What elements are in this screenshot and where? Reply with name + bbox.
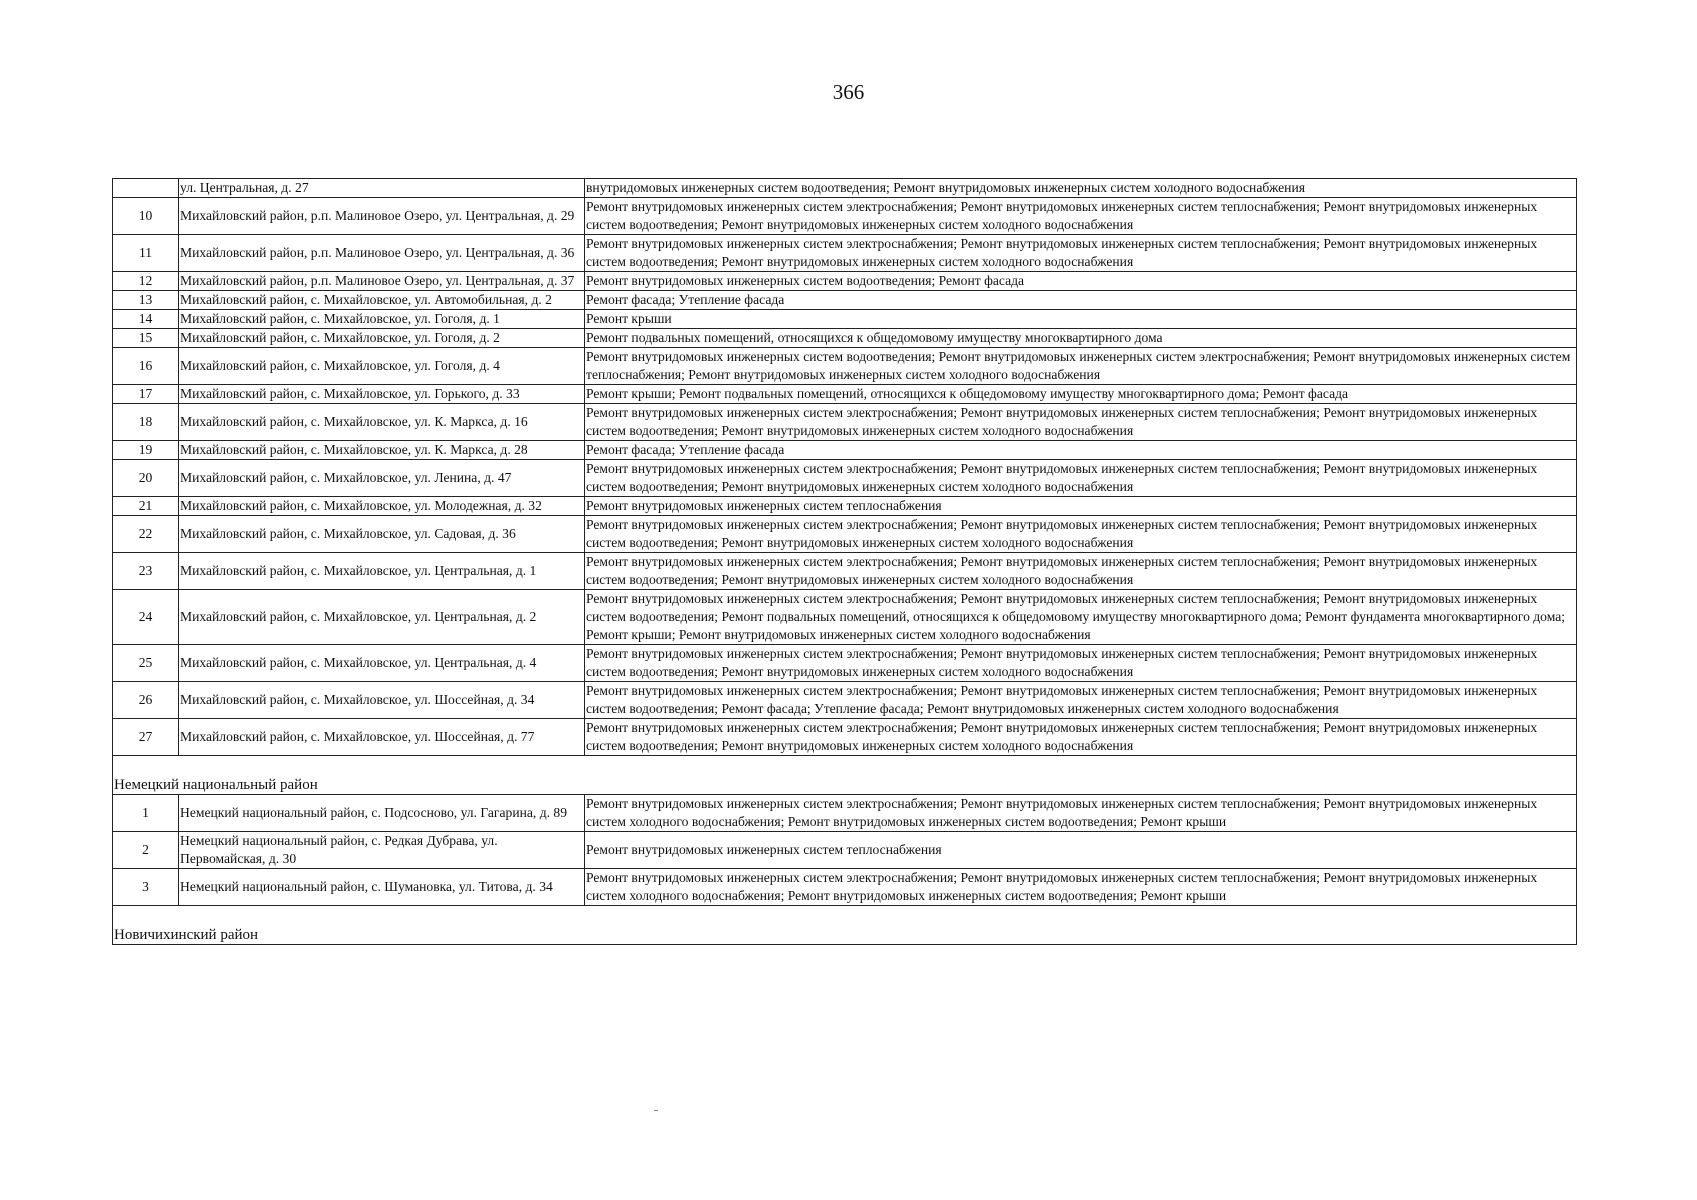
row-number: 13 <box>113 291 179 310</box>
row-number: 18 <box>113 404 179 441</box>
table-row <box>113 645 1577 682</box>
row-number: 10 <box>113 198 179 235</box>
row-number: 27 <box>113 719 179 756</box>
table-row <box>113 832 1577 869</box>
row-address: Михайловский район, с. Михайловское, ул. Автомобильная, д. 2 <box>179 291 585 310</box>
table-row <box>113 553 1577 590</box>
row-number: 2 <box>113 832 179 869</box>
table-body-german <box>113 795 1577 906</box>
table-row <box>113 179 1577 198</box>
row-number: 15 <box>113 329 179 348</box>
table-row <box>113 590 1577 645</box>
section-novichikha <box>113 906 1577 945</box>
table-row <box>113 235 1577 272</box>
table-row <box>113 272 1577 291</box>
row-number: 3 <box>113 869 179 906</box>
row-number: 24 <box>113 590 179 645</box>
row-address: Михайловский район, р.п. Малиновое Озеро, ул. Центральная, д. 29 <box>179 198 585 235</box>
row-address: Михайловский район, с. Михайловское, ул. Шоссейная, д. 77 <box>179 719 585 756</box>
row-address: Михайловский район, с. Михайловское, ул. К. Маркса, д. 16 <box>179 404 585 441</box>
row-address: Михайловский район, с. Михайловское, ул. Центральная, д. 4 <box>179 645 585 682</box>
row-number: 21 <box>113 497 179 516</box>
row-number: 17 <box>113 385 179 404</box>
row-address: Михайловский район, с. Михайловское, ул. Центральная, д. 1 <box>179 553 585 590</box>
row-work-types: Ремонт внутридомовых инженерных систем электроснабжения; Ремонт внутридомовых инженерных систем теплоснабжения; Ремонт внутридомовых инженерных систем водоотведения; Ремонт подвальных помещений, относящихся к общедомовому имуществу многоквартирного дома; Ремонт фундамента многоквартирного дома; Ремонт крыши; Ремонт внутридомовых инженерных систем холодного водоснабжения <box>585 590 1577 645</box>
table-row <box>113 404 1577 441</box>
row-number: 26 <box>113 682 179 719</box>
scan-mark <box>654 1110 658 1111</box>
row-work-types: Ремонт внутридомовых инженерных систем электроснабжения; Ремонт внутридомовых инженерных систем теплоснабжения; Ремонт внутридомовых инженерных систем водоотведения; Ремонт внутридомовых инженерных систем холодного водоснабжения <box>585 516 1577 553</box>
row-work-types: Ремонт внутридомовых инженерных систем электроснабжения; Ремонт внутридомовых инженерных систем теплоснабжения; Ремонт внутридомовых инженерных систем водоотведения; Ремонт внутридомовых инженерных систем холодного водоснабжения <box>585 460 1577 497</box>
row-number: 19 <box>113 441 179 460</box>
table-row <box>113 310 1577 329</box>
section-german <box>113 756 1577 795</box>
table-row <box>113 198 1577 235</box>
row-address: Михайловский район, с. Михайловское, ул. Гоголя, д. 1 <box>179 310 585 329</box>
table-row <box>113 719 1577 756</box>
table-row <box>113 348 1577 385</box>
table-row <box>113 869 1577 906</box>
row-number: 12 <box>113 272 179 291</box>
repair-program-table <box>112 178 1577 945</box>
row-number: 14 <box>113 310 179 329</box>
row-address: Михайловский район, с. Михайловское, ул. Гоголя, д. 4 <box>179 348 585 385</box>
row-number: 22 <box>113 516 179 553</box>
row-address: Немецкий национальный район, с. Подсосново, ул. Гагарина, д. 89 <box>179 795 585 832</box>
row-work-types: Ремонт внутридомовых инженерных систем водоотведения; Ремонт внутридомовых инженерных систем электроснабжения; Ремонт внутридомовых инженерных систем теплоснабжения; Ремонт внутридомовых инженерных систем холодного водоснабжения <box>585 348 1577 385</box>
row-work-types: Ремонт внутридомовых инженерных систем электроснабжения; Ремонт внутридомовых инженерных систем теплоснабжения; Ремонт внутридомовых инженерных систем водоотведения; Ремонт внутридомовых инженерных систем холодного водоснабжения <box>585 719 1577 756</box>
row-number: 16 <box>113 348 179 385</box>
table-row <box>113 516 1577 553</box>
section-heading-novichikha: Новичихинский район <box>113 906 1577 945</box>
row-work-types: Ремонт фасада; Утепление фасада <box>585 291 1577 310</box>
row-work-types: Ремонт внутридомовых инженерных систем водоотведения; Ремонт фасада <box>585 272 1577 291</box>
row-work-types: Ремонт внутридомовых инженерных систем электроснабжения; Ремонт внутридомовых инженерных систем теплоснабжения; Ремонт внутридомовых инженерных систем холодного водоснабжения; Ремонт внутридомовых инженерных систем водоотведения; Ремонт крыши <box>585 869 1577 906</box>
row-address: Немецкий национальный район, с. Шумановка, ул. Титова, д. 34 <box>179 869 585 906</box>
row-work-types: Ремонт внутридомовых инженерных систем электроснабжения; Ремонт внутридомовых инженерных систем теплоснабжения; Ремонт внутридомовых инженерных систем водоотведения; Ремонт фасада; Утепление фасада; Ремонт внутридомовых инженерных систем холодного водоснабжения <box>585 682 1577 719</box>
table-row <box>113 497 1577 516</box>
row-address: Михайловский район, с. Михайловское, ул. Ленина, д. 47 <box>179 460 585 497</box>
row-address: Михайловский район, с. Михайловское, ул. Садовая, д. 36 <box>179 516 585 553</box>
row-work-types: Ремонт внутридомовых инженерных систем электроснабжения; Ремонт внутридомовых инженерных систем теплоснабжения; Ремонт внутридомовых инженерных систем водоотведения; Ремонт внутридомовых инженерных систем холодного водоснабжения <box>585 198 1577 235</box>
row-address: Михайловский район, с. Михайловское, ул. Горького, д. 33 <box>179 385 585 404</box>
row-work-types: Ремонт внутридомовых инженерных систем электроснабжения; Ремонт внутридомовых инженерных систем теплоснабжения; Ремонт внутридомовых инженерных систем водоотведения; Ремонт внутридомовых инженерных систем холодного водоснабжения <box>585 645 1577 682</box>
row-work-types: Ремонт внутридомовых инженерных систем электроснабжения; Ремонт внутридомовых инженерных систем теплоснабжения; Ремонт внутридомовых инженерных систем холодного водоснабжения; Ремонт внутридомовых инженерных систем водоотведения; Ремонт крыши <box>585 795 1577 832</box>
row-address: Михайловский район, р.п. Малиновое Озеро, ул. Центральная, д. 36 <box>179 235 585 272</box>
table-body-mikhaylovsky <box>113 179 1577 756</box>
row-address: ул. Центральная, д. 27 <box>179 179 585 198</box>
row-work-types: Ремонт внутридомовых инженерных систем теплоснабжения <box>585 497 1577 516</box>
row-number <box>113 179 179 198</box>
row-address: Михайловский район, с. Михайловское, ул. Гоголя, д. 2 <box>179 329 585 348</box>
table-row <box>113 795 1577 832</box>
row-work-types: Ремонт внутридомовых инженерных систем теплоснабжения <box>585 832 1577 869</box>
row-address: Немецкий национальный район, с. Редкая Дубрава, ул. Первомайская, д. 30 <box>179 832 585 869</box>
row-work-types: Ремонт внутридомовых инженерных систем электроснабжения; Ремонт внутридомовых инженерных систем теплоснабжения; Ремонт внутридомовых инженерных систем водоотведения; Ремонт внутридомовых инженерных систем холодного водоснабжения <box>585 404 1577 441</box>
row-address: Михайловский район, р.п. Малиновое Озеро, ул. Центральная, д. 37 <box>179 272 585 291</box>
table-row <box>113 441 1577 460</box>
row-address: Михайловский район, с. Михайловское, ул. Шоссейная, д. 34 <box>179 682 585 719</box>
table-row <box>113 385 1577 404</box>
table-row <box>113 291 1577 310</box>
row-work-types: Ремонт крыши; Ремонт подвальных помещений, относящихся к общедомовому имуществу многоквартирного дома; Ремонт фасада <box>585 385 1577 404</box>
row-number: 25 <box>113 645 179 682</box>
page-number: 366 <box>832 80 865 104</box>
row-work-types: внутридомовых инженерных систем водоотведения; Ремонт внутридомовых инженерных систем холодного водоснабжения <box>585 179 1577 198</box>
row-work-types: Ремонт подвальных помещений, относящихся к общедомовому имуществу многоквартирного дома <box>585 329 1577 348</box>
row-number: 1 <box>113 795 179 832</box>
table-row <box>113 682 1577 719</box>
section-heading-german: Немецкий национальный район <box>113 756 1577 795</box>
table-row <box>113 460 1577 497</box>
row-address: Михайловский район, с. Михайловское, ул. К. Маркса, д. 28 <box>179 441 585 460</box>
row-number: 23 <box>113 553 179 590</box>
table-row <box>113 329 1577 348</box>
row-work-types: Ремонт внутридомовых инженерных систем электроснабжения; Ремонт внутридомовых инженерных систем теплоснабжения; Ремонт внутридомовых инженерных систем водоотведения; Ремонт внутридомовых инженерных систем холодного водоснабжения <box>585 235 1577 272</box>
row-work-types: Ремонт фасада; Утепление фасада <box>585 441 1577 460</box>
row-number: 20 <box>113 460 179 497</box>
row-number: 11 <box>113 235 179 272</box>
row-work-types: Ремонт крыши <box>585 310 1577 329</box>
row-address: Михайловский район, с. Михайловское, ул. Центральная, д. 2 <box>179 590 585 645</box>
row-work-types: Ремонт внутридомовых инженерных систем электроснабжения; Ремонт внутридомовых инженерных систем теплоснабжения; Ремонт внутридомовых инженерных систем водоотведения; Ремонт внутридомовых инженерных систем холодного водоснабжения <box>585 553 1577 590</box>
row-address: Михайловский район, с. Михайловское, ул. Молодежная, д. 32 <box>179 497 585 516</box>
